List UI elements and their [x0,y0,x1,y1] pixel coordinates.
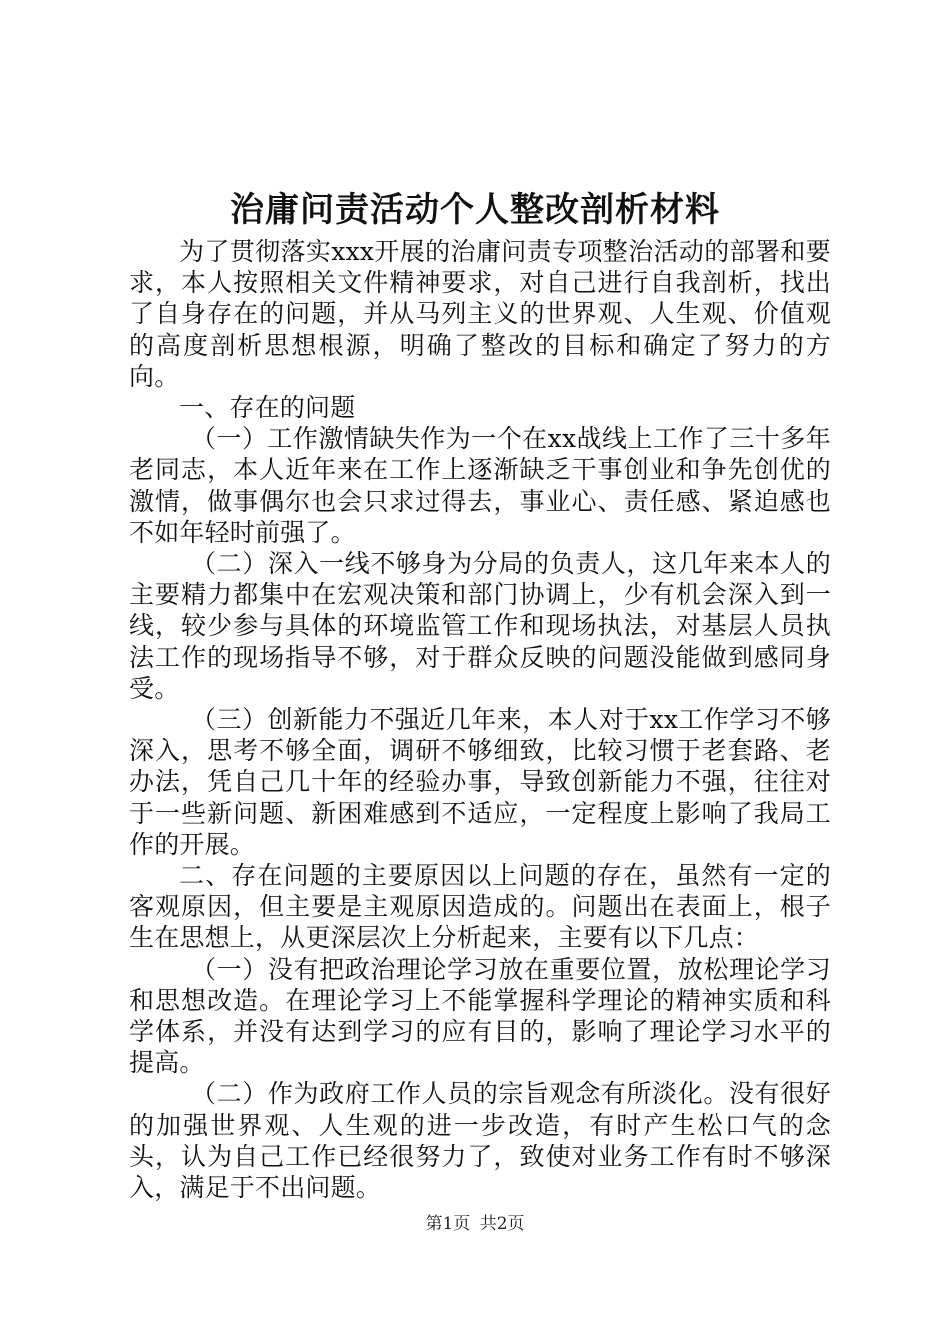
paragraph-cause-2: （二）作为政府工作人员的宗旨观念有所淡化。没有很好的加强世界观、人生观的进一步改造，有时产生松口气的念头，认为自己工作已经很努力了，致使对业务工作有时不够深入，满足于不出问题。 [129,1079,831,1203]
page-footer [0,1212,950,1236]
paragraph-problem-2: （二）深入一线不够身为分局的负责人，这几年来本人的主要精力都集中在宏观决策和部门协调上，少有机会深入到一线，较少参与具体的环境监管工作和现场执法，对基层人员执法工作的现场指导不够，对于群众反映的问题没能做到感同身受。 [129,549,831,703]
page-number: 第1页 [425,1214,471,1234]
paragraph-intro: 为了贯彻落实xxx开展的治庸问责专项整治活动的部署和要求，本人按照相关文件精神要求，对自己进行自我剖析，找出了自身存在的问题，并从马列主义的世界观、人生观、价值观的高度剖析思想根源，明确了整改的目标和确定了努力的方向。 [129,237,831,391]
paragraph-causes: 二、存在问题的主要原因以上问题的存在，虽然有一定的客观原因，但主要是主观原因造成的。问题出在表面上，根子生在思想上，从更深层次上分析起来，主要有以下几点： [129,861,831,953]
paragraph-problem-1: （一）工作激情缺失作为一个在xx战线上工作了三十多年老同志，本人近年来在工作上逐渐缺乏干事创业和争先创优的激情，做事偶尔也会只求过得去，事业心、责任感、紧迫感也不如年轻时前强了。 [129,424,831,547]
document-body [129,236,831,1203]
page-total: 共2页 [479,1214,525,1234]
paragraph-cause-1: （一）没有把政治理论学习放在重要位置，放松理论学习和思想改造。在理论学习上不能掌握科学理论的精神实质和科学体系，并没有达到学习的应有目的，影响了理论学习水平的提高。 [129,954,831,1078]
document-title: 治庸问责活动个人整改剖析材料 [230,190,720,230]
paragraph-problem-3: （三）创新能力不强近几年来，本人对于xx工作学习不够深入，思考不够全面，调研不够细致，比较习惯于老套路、老办法，凭自己几十年的经验办事，导致创新能力不强，往往对于一些新问题、新困难感到不适应，一定程度上影响了我局工作的开展。 [129,705,831,859]
section-heading-problems: 一、存在的问题 [179,393,356,423]
